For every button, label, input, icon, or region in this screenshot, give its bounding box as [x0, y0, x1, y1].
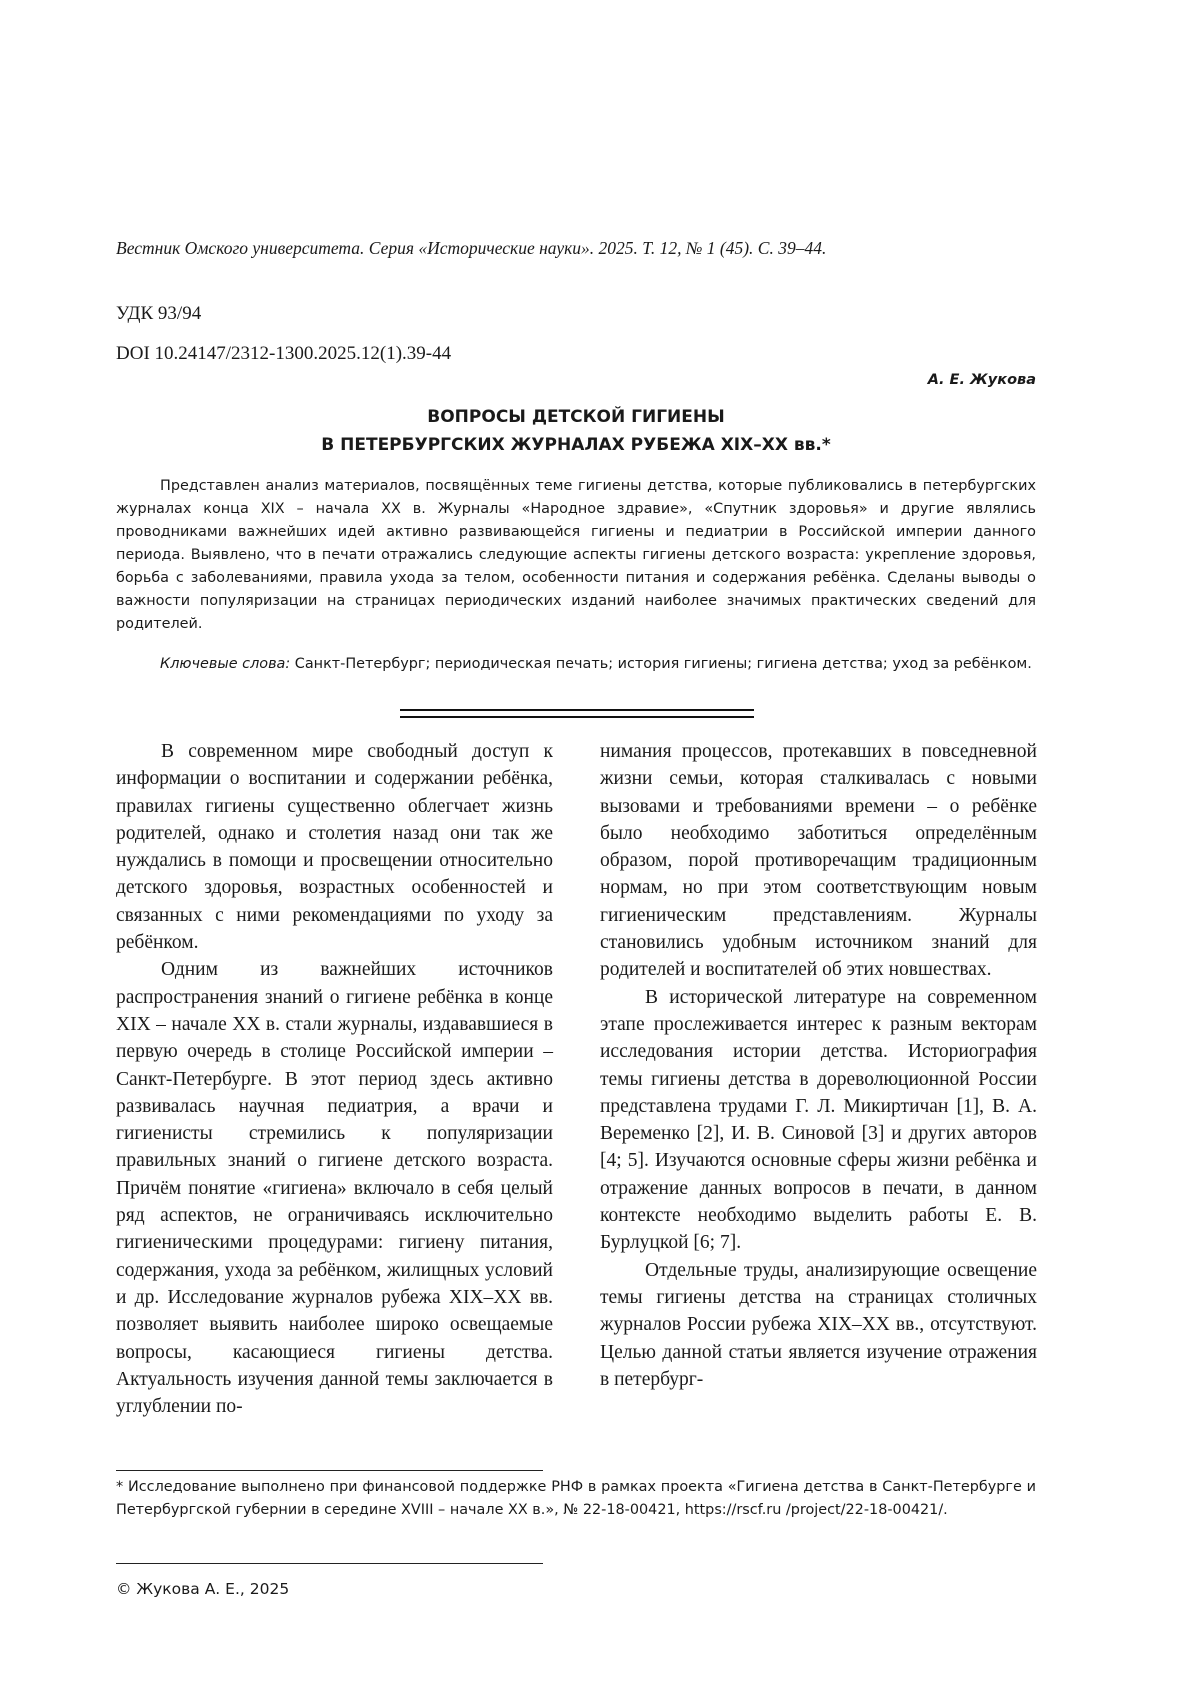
- title-line-1: ВОПРОСЫ ДЕТСКОЙ ГИГИЕНЫ: [427, 407, 725, 427]
- body-paragraph: Одним из важнейших источников распространения знаний о гигиене ребёнка в конце XIX – начале XX в. стали журналы, издававшиеся в первую очередь в столице Российской империи – Санкт-Петербурге. В этот период здесь активно развивалась научная педиатрия, а врачи и гигиенисты стремились к популяризации правильных знаний о гигиене детского возраста. Причём понятие «гигиена» включало в себя целый ряд аспектов, не ограничиваясь исключительно гигиеническими процедурами: гигиену питания, содержания, ухода за ребёнком, жилищных условий и др. Исследование журналов рубежа XIX–XX вв. позволяет выявить наиболее широко освещаемые вопросы, касающиеся гигиены детства. Актуальность изучения данной темы заключается в углублении по-: [116, 959, 553, 1418]
- body-column-left: [116, 738, 553, 1420]
- section-separator: [400, 709, 754, 718]
- body-column-right: [600, 738, 1037, 1393]
- title-line-2: В ПЕТЕРБУРГСКИХ ЖУРНАЛАХ РУБЕЖА XIX–XX вв.*: [321, 435, 831, 455]
- body-paragraph: В исторической литературе на современном этапе прослеживается интерес к разным векторам исследования истории детства. Историография темы гигиены детства в дореволюционной России представлена трудами Г. Л. Микиртичан [1], В. А. Веременко [2], И. В. Синовой [3] и других авторов [4; 5]. Изучаются основные сферы жизни ребёнка и отражение данных вопросов в печати, в данном контексте необходимо выделить работы Е. В. Бурлуцкой [6; 7].: [600, 986, 1037, 1254]
- abstract: Представлен анализ материалов, посвящённых теме гигиены детства, которые публиковались в петербургских журналах конца XIX – начала XX в. Журналы «Народное здравие», «Спутник здоровья» и другие являлись проводниками важнейших идей активно развивающейся гигиены и педиатрии в Российской империи данного периода. Выявлено, что в печати отражались следующие аспекты гигиены детского возраста: укрепление здоровья, борьба с заболеваниями, правила ухода за телом, особенности питания и содержания ребёнка. Сделаны выводы о важности популяризации на страницах периодических изданий наиболее значимых практических сведений для родителей.: [116, 478, 1036, 632]
- copyright-rule: [116, 1563, 543, 1564]
- journal-reference: Вестник Омского университета. Серия «Исторические науки». 2025. Т. 12, № 1 (45). С. 39–44.: [116, 238, 827, 258]
- keywords: [116, 653, 1036, 676]
- footnote-rule: [116, 1470, 543, 1471]
- body-paragraph: нимания процессов, протекавших в повседневной жизни семьи, которая сталкивалась с новыми вызовами и требованиями времени – о ребёнке было необходимо заботиться определённым образом, порой противоречащим традиционным нормам, но при этом соответствующим новым гигиеническим представлениям. Журналы становились удобным источником знаний для родителей и воспитателей об этих новшествах.: [600, 741, 1037, 981]
- doi: DOI 10.24147/2312-1300.2025.12(1).39-44: [116, 343, 452, 364]
- copyright: © Жукова А. Е., 2025: [116, 1580, 290, 1598]
- body-paragraph: В современном мире свободный доступ к информации о воспитании и содержании ребёнка, правилах гигиены существенно облегчает жизнь родителей, однако и столетия назад они так же нуждались в помощи и просвещении относительно детского здоровья, возрастных особенностей и связанных с ними рекомендациями по уходу за ребёнком.: [116, 741, 553, 954]
- udc-code: УДК 93/94: [116, 303, 202, 324]
- article-title: [116, 403, 1036, 459]
- footnote: * Исследование выполнено при финансовой поддержке РНФ в рамках проекта «Гигиена детства в Санкт-Петербурге и Петербургской губернии в середине XVIII – начале XX в.», № 22-18-00421, https://rscf.ru /project/22-18-00421/.: [116, 1479, 1036, 1518]
- author-name: А. Е. Жукова: [927, 372, 1036, 388]
- body-paragraph: Отдельные труды, анализирующие освещение темы гигиены детства на страницах столичных журналов России рубежа XIX–XX вв., отсутствуют. Целью данной статьи является изучение отражения в петербург-: [600, 1259, 1037, 1390]
- keywords-text: Санкт-Петербург; периодическая печать; история гигиены; гигиена детства; уход за ребёнком.: [290, 656, 1032, 672]
- keywords-label: Ключевые слова:: [160, 656, 291, 672]
